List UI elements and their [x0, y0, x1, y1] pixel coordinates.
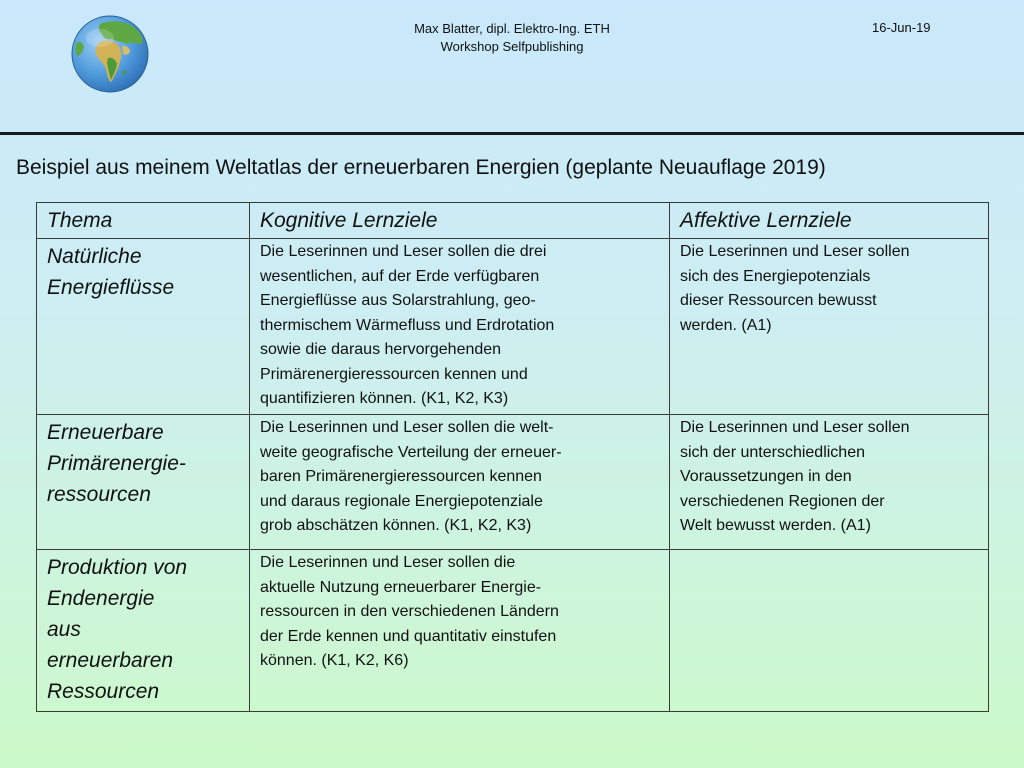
- text-line: quantifizieren können. (K1, K2, K3): [260, 390, 509, 407]
- text-line: Die Leserinnen und Leser sollen die drei: [260, 243, 547, 260]
- text-line: sowie die daraus hervorgehenden: [260, 341, 502, 358]
- text-line: weite geografische Verteilung der erneuer-: [260, 443, 562, 461]
- text-line: der Erde kennen und quantitativ einstufen: [260, 627, 557, 645]
- text-line: grob abschätzen können. (K1, K2, K3): [260, 517, 532, 534]
- theme-cell: [37, 239, 250, 415]
- theme-cell: [37, 415, 250, 550]
- column-header-affektive-lernziele: Affektive Lernziele: [670, 203, 989, 239]
- header-event: Workshop Selfpublishing: [440, 39, 584, 54]
- theme-line: Primärenergie-: [47, 452, 186, 475]
- text-line: thermischem Wärmefluss und Erdrotation: [260, 316, 555, 334]
- theme-line: erneuerbaren: [47, 649, 174, 672]
- affective-goal-cell-empty: [670, 550, 989, 712]
- text-line: Welt bewusst werden. (A1): [680, 517, 871, 534]
- theme-line: Erneuerbare: [47, 421, 164, 444]
- text-line: Die Leserinnen und Leser sollen: [680, 243, 910, 260]
- globe-icon: [70, 14, 150, 94]
- cognitive-goal-cell: [250, 239, 670, 415]
- affective-goal-cell: [670, 239, 989, 415]
- header-author: Max Blatter, dipl. Elektro-Ing. ETH: [414, 21, 610, 36]
- text-line: können. (K1, K2, K6): [260, 652, 409, 669]
- text-line: Die Leserinnen und Leser sollen: [680, 419, 910, 436]
- table-header-row: [37, 203, 989, 239]
- text-line: sich des Energiepotenzials: [680, 267, 871, 285]
- text-line: ressourcen in den verschiedenen Ländern: [260, 603, 559, 620]
- table-row: [37, 239, 989, 415]
- theme-line: Produktion von: [47, 556, 188, 579]
- slide-title: Beispiel aus meinem Weltatlas der erneuerbaren Energien (geplante Neuauflage 2019): [16, 156, 826, 179]
- theme-line: ressourcen: [47, 483, 151, 506]
- theme-line: Ressourcen: [47, 680, 160, 703]
- text-line: verschiedenen Regionen der: [680, 492, 885, 510]
- cognitive-goal-cell: [250, 415, 670, 550]
- text-line: aktuelle Nutzung erneuerbarer Energie-: [260, 578, 542, 596]
- text-line: werden. (A1): [680, 316, 772, 334]
- learning-objectives-table: [36, 202, 989, 712]
- text-line: Primärenergieressourcen kennen und: [260, 365, 528, 383]
- table-row: [37, 415, 989, 550]
- header-info: [312, 20, 712, 56]
- text-line: und daraus regionale Energiepotenziale: [260, 492, 543, 510]
- theme-cell: [37, 550, 250, 712]
- column-header-thema: Thema: [37, 203, 250, 239]
- theme-line: aus: [47, 618, 81, 641]
- text-line: wesentlichen, auf der Erde verfügbaren: [260, 267, 540, 285]
- table-row: [37, 550, 989, 712]
- header-date: 16-Jun-19: [872, 20, 931, 35]
- text-line: Die Leserinnen und Leser sollen die: [260, 554, 516, 571]
- theme-line: Energieflüsse: [47, 276, 175, 299]
- column-header-kognitive-lernziele: Kognitive Lernziele: [250, 203, 670, 239]
- text-line: dieser Ressourcen bewusst: [680, 292, 877, 309]
- theme-line: Natürliche: [47, 245, 142, 268]
- text-line: Voraussetzungen in den: [680, 468, 852, 485]
- text-line: Energieflüsse aus Solarstrahlung, geo-: [260, 292, 536, 309]
- text-line: Die Leserinnen und Leser sollen die welt-: [260, 419, 554, 436]
- theme-line: Endenergie: [47, 587, 155, 610]
- header-divider: [0, 132, 1024, 135]
- text-line: sich der unterschiedlichen: [680, 443, 865, 461]
- affective-goal-cell: [670, 415, 989, 550]
- text-line: baren Primärenergieressourcen kennen: [260, 468, 542, 485]
- cognitive-goal-cell: [250, 550, 670, 712]
